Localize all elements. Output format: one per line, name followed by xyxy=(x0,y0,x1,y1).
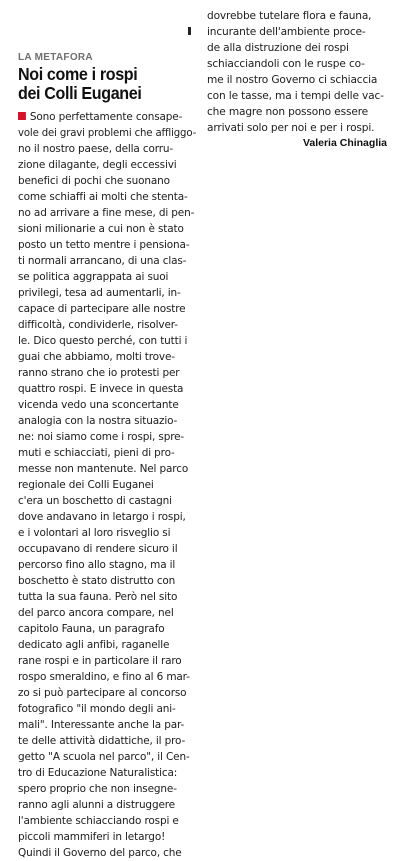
text-line xyxy=(18,301,196,317)
text-line xyxy=(18,253,196,269)
text-line xyxy=(207,104,389,120)
text-line xyxy=(18,813,196,829)
text-line xyxy=(18,653,196,669)
text-line-content: percorso fino allo stagno, ma il xyxy=(18,559,176,571)
text-line-content: piccoli mammiferi in letargo! xyxy=(18,831,166,843)
text-line xyxy=(18,605,196,621)
text-line-content: regionale dei Colli Euganei xyxy=(18,479,154,491)
text-line-content: occupavano di rendere sicuro il xyxy=(18,543,178,555)
text-line-content: incurante dell'ambiente proce- xyxy=(207,26,366,38)
text-line-content: se politica aggrappata ai suoi xyxy=(18,271,169,283)
text-line-content: del parco ancora compare, nel xyxy=(18,607,174,619)
text-line-content: sioni milionarie a cui non è stato xyxy=(18,223,184,235)
text-line-content: ti normali arrancano, di una clas- xyxy=(18,255,187,267)
text-line xyxy=(18,365,196,381)
text-line-content: Quindi il Governo del parco, che xyxy=(18,847,182,859)
text-line-content: no il nostro paese, della corru- xyxy=(18,143,173,155)
text-line-content: capitolo Fauna, un paragrafo xyxy=(18,623,165,635)
text-line-content: messe non mantenute. Nel parco xyxy=(18,463,189,475)
text-line xyxy=(18,237,196,253)
text-line xyxy=(207,120,389,136)
text-line xyxy=(18,157,196,173)
text-line xyxy=(18,557,196,573)
text-line-content: tro di Educazione Naturalistica: xyxy=(18,767,178,779)
text-line xyxy=(18,189,196,205)
text-line-content: de alla distruzione dei rospi xyxy=(207,42,349,54)
text-line xyxy=(207,88,389,104)
text-line xyxy=(18,333,196,349)
article-right-column xyxy=(207,8,389,149)
text-line xyxy=(18,397,196,413)
text-line-content: no ad arrivare a fine mese, di pen- xyxy=(18,207,195,219)
text-line xyxy=(18,637,196,653)
text-line-content: rane rospi e in particolare il raro xyxy=(18,655,182,667)
text-line xyxy=(18,109,196,125)
text-line-content: te delle attività didattiche, il pro- xyxy=(18,735,186,747)
text-line xyxy=(18,429,196,445)
text-line-content: dovrebbe tutelare flora e fauna, xyxy=(207,10,372,22)
text-line xyxy=(18,829,196,845)
text-line xyxy=(18,509,196,525)
text-line xyxy=(207,56,389,72)
red-square-bullet xyxy=(18,112,26,120)
text-line xyxy=(18,221,196,237)
text-line-content: Sono perfettamente consape- xyxy=(29,111,183,123)
article-body-left xyxy=(18,109,198,861)
text-line-content: ranno agli alunni a distruggere xyxy=(18,799,175,811)
text-line-content: me il nostro Governo ci schiaccia xyxy=(207,74,378,86)
author-signature: Valeria Chinaglia xyxy=(302,137,387,149)
section-kicker: LA METAFORA xyxy=(18,52,93,63)
text-line xyxy=(18,205,196,221)
text-line-content: vole dei gravi problemi che affliggo- xyxy=(18,127,197,139)
text-line xyxy=(18,269,196,285)
text-line xyxy=(18,141,196,157)
text-line-content: e i volontari al loro risveglio si xyxy=(18,527,171,539)
text-line-content: guai che abbiamo, molti trove- xyxy=(18,351,175,363)
text-line xyxy=(18,285,196,301)
text-line-content: difficoltà, condividerle, risolver- xyxy=(18,319,178,331)
text-line xyxy=(18,413,196,429)
text-line xyxy=(207,8,389,24)
text-line-content: le. Dico questo perché, con tutti i xyxy=(18,335,188,347)
text-line xyxy=(18,461,196,477)
text-line xyxy=(18,541,196,557)
text-line xyxy=(18,589,196,605)
column-mark xyxy=(188,27,191,35)
text-line xyxy=(207,24,389,40)
text-line-content: capace di partecipare alle nostre xyxy=(18,303,186,315)
text-line xyxy=(18,781,196,797)
text-line xyxy=(18,477,196,493)
article-body-right xyxy=(207,8,389,136)
text-line-content: spero proprio che non insegne- xyxy=(18,783,177,795)
article-left-column xyxy=(18,52,198,861)
text-line xyxy=(18,717,196,733)
text-line-content: quattro rospi. E invece in questa xyxy=(18,383,184,395)
text-line xyxy=(18,525,196,541)
text-line xyxy=(18,173,196,189)
text-line xyxy=(18,317,196,333)
text-line xyxy=(18,621,196,637)
text-line-content: rospo smeraldino, e fino al 6 mar- xyxy=(18,671,190,683)
text-line-content: zione dilagante, degli eccessivi xyxy=(18,159,177,171)
text-line-content: c'era un boschetto di castagni xyxy=(18,495,172,507)
text-line-content: che magre non possono essere xyxy=(207,106,369,118)
headline-line-2: dei Colli Euganei xyxy=(18,83,142,103)
text-line xyxy=(18,765,196,781)
text-line xyxy=(18,573,196,589)
text-line xyxy=(18,445,196,461)
text-line-content: privilegi, tesa ad aumentarli, in- xyxy=(18,287,181,299)
text-line-content: posto un tetto mentre i pensiona- xyxy=(18,239,190,251)
text-line-content: tutta la sua fauna. Però nel sito xyxy=(18,591,178,603)
article-headline xyxy=(18,65,197,103)
text-line xyxy=(18,685,196,701)
text-line-content: analogia con la nostra situazio- xyxy=(18,415,178,427)
text-line-content: con le tasse, ma i tempi delle vac- xyxy=(207,90,384,102)
text-line-content: boschetto è stato distrutto con xyxy=(18,575,176,587)
text-line-content: zo si può partecipare al concorso xyxy=(18,687,187,699)
text-line xyxy=(18,733,196,749)
text-line xyxy=(18,845,196,861)
text-line-content: muti e schiacciati, pieni di pro- xyxy=(18,447,175,459)
text-line xyxy=(18,701,196,717)
text-line-content: l'ambiente schiacciando rospi e xyxy=(18,815,179,827)
text-line xyxy=(18,349,196,365)
text-line xyxy=(18,669,196,685)
text-line xyxy=(18,797,196,813)
text-line-content: dedicato agli anfibi, raganelle xyxy=(18,639,170,651)
text-line-content: dove andavano in letargo i rospi, xyxy=(18,511,186,523)
text-line xyxy=(18,493,196,509)
text-line xyxy=(207,72,389,88)
text-line-content: vicenda vedo una sconcertante xyxy=(18,399,179,411)
text-line-content: ranno strano che io protesti per xyxy=(18,367,180,379)
text-line-content: benefici di pochi che suonano xyxy=(18,175,170,187)
text-line-content: ne: noi siamo come i rospi, spre- xyxy=(18,431,185,443)
text-line-content: schiacciandoli con le ruspe co- xyxy=(207,58,365,70)
text-line-content: mali". Interessante anche la par- xyxy=(18,719,185,731)
text-line xyxy=(18,125,197,141)
text-line xyxy=(18,381,196,397)
text-line-content: arrivati solo per noi e per i rospi. xyxy=(207,122,375,134)
text-line xyxy=(18,749,196,765)
headline-line-1: Noi come i rospi xyxy=(18,64,138,84)
text-line-content: getto "A scuola nel parco", il Cen- xyxy=(18,751,190,763)
text-line xyxy=(207,40,389,56)
text-line-content: come schiaffi ai molti che stenta- xyxy=(18,191,188,203)
text-line-content: fotografico "il mondo degli ani- xyxy=(18,703,176,715)
